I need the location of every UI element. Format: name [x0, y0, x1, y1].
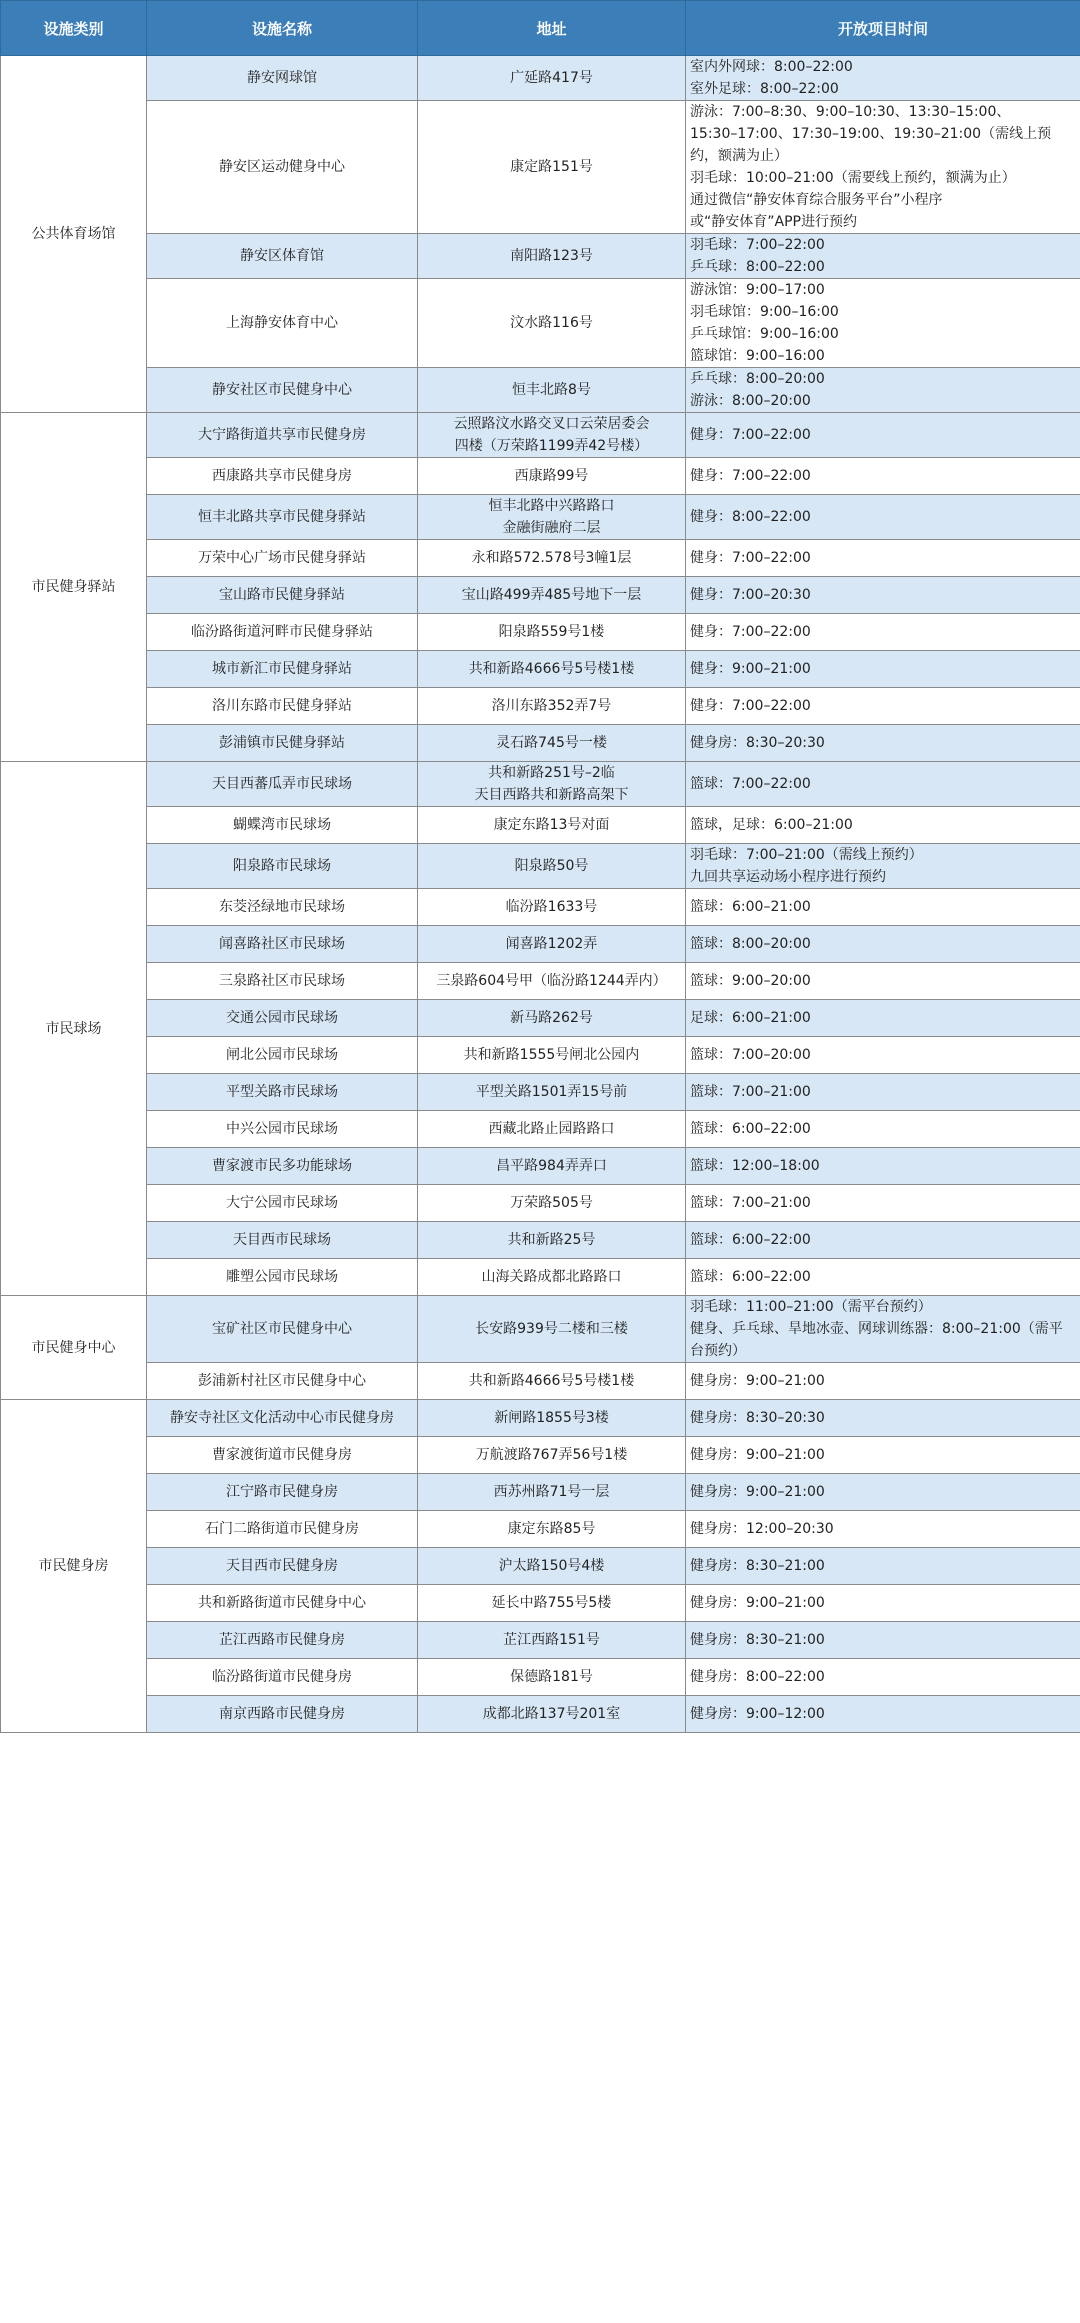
table-row: [1, 56, 1080, 101]
hours-cell: 篮球：6:00–22:00: [686, 1222, 1080, 1259]
table-row: [1, 1000, 1080, 1037]
header-category: 设施类别: [1, 1, 147, 56]
facility-name-cell: 平型关路市民球场: [147, 1074, 418, 1111]
hours-cell: 篮球：6:00–21:00: [686, 889, 1080, 926]
facility-name-cell: 大宁公园市民球场: [147, 1185, 418, 1222]
category-cell: 公共体育场馆: [1, 56, 147, 413]
table-row: [1, 1585, 1080, 1622]
hours-cell: 乒乓球：8:00–20:00 游泳：8:00–20:00: [686, 368, 1080, 413]
hours-cell: 健身：9:00–21:00: [686, 651, 1080, 688]
address-cell: 灵石路745号一楼: [418, 725, 686, 762]
hours-cell: 健身：7:00–22:00: [686, 688, 1080, 725]
address-cell: 共和新路251号–2临 天目西路共和新路高架下: [418, 762, 686, 807]
table-row: [1, 1185, 1080, 1222]
category-cell: 市民健身驿站: [1, 413, 147, 762]
facility-name-cell: 闸北公园市民球场: [147, 1037, 418, 1074]
facility-name-cell: 芷江西路市民健身房: [147, 1622, 418, 1659]
header-hours: 开放项目时间: [686, 1, 1080, 56]
hours-cell: 篮球：7:00–22:00: [686, 762, 1080, 807]
address-cell: 共和新路4666号5号楼1楼: [418, 651, 686, 688]
address-cell: 新马路262号: [418, 1000, 686, 1037]
address-cell: 南阳路123号: [418, 234, 686, 279]
table-row: [1, 1548, 1080, 1585]
hours-cell: 游泳馆：9:00–17:00 羽毛球馆：9:00–16:00 乒乓球馆：9:00–16:00 篮球馆：9:00–16:00: [686, 279, 1080, 368]
facility-name-cell: 江宁路市民健身房: [147, 1474, 418, 1511]
facility-name-cell: 临汾路街道市民健身房: [147, 1659, 418, 1696]
table-row: [1, 1363, 1080, 1400]
facility-name-cell: 曹家渡街道市民健身房: [147, 1437, 418, 1474]
address-cell: 康定路151号: [418, 101, 686, 234]
hours-cell: 健身房：8:30–20:30: [686, 1400, 1080, 1437]
address-cell: 洛川东路352弄7号: [418, 688, 686, 725]
facility-name-cell: 蝴蝶湾市民球场: [147, 807, 418, 844]
facility-name-cell: 三泉路社区市民球场: [147, 963, 418, 1000]
hours-cell: 健身：8:00–22:00: [686, 495, 1080, 540]
table-row: [1, 1037, 1080, 1074]
hours-cell: 健身房：9:00–21:00: [686, 1437, 1080, 1474]
facility-name-cell: 静安区体育馆: [147, 234, 418, 279]
table-body: [1, 56, 1080, 1733]
address-cell: 保德路181号: [418, 1659, 686, 1696]
table-row: [1, 807, 1080, 844]
address-cell: 沪太路150号4楼: [418, 1548, 686, 1585]
facility-name-cell: 彭浦镇市民健身驿站: [147, 725, 418, 762]
category-cell: 市民健身房: [1, 1400, 147, 1733]
address-cell: 山海关路成都北路路口: [418, 1259, 686, 1296]
facility-name-cell: 南京西路市民健身房: [147, 1696, 418, 1733]
address-cell: 长安路939号二楼和三楼: [418, 1296, 686, 1363]
facility-name-cell: 闻喜路社区市民球场: [147, 926, 418, 963]
header-row: [1, 1, 1080, 56]
table-row: [1, 1074, 1080, 1111]
address-cell: 西苏州路71号一层: [418, 1474, 686, 1511]
table-row: [1, 1696, 1080, 1733]
hours-cell: 健身：7:00–22:00: [686, 614, 1080, 651]
address-cell: 汶水路116号: [418, 279, 686, 368]
table-row: [1, 926, 1080, 963]
table-row: [1, 234, 1080, 279]
table-row: [1, 844, 1080, 889]
address-cell: 平型关路1501弄15号前: [418, 1074, 686, 1111]
hours-cell: 健身房：9:00–21:00: [686, 1474, 1080, 1511]
facility-name-cell: 洛川东路市民健身驿站: [147, 688, 418, 725]
table-row: [1, 540, 1080, 577]
facility-name-cell: 交通公园市民球场: [147, 1000, 418, 1037]
facility-name-cell: 万荣中心广场市民健身驿站: [147, 540, 418, 577]
table-row: [1, 1437, 1080, 1474]
facility-name-cell: 雕塑公园市民球场: [147, 1259, 418, 1296]
facility-name-cell: 城市新汇市民健身驿站: [147, 651, 418, 688]
table-row: [1, 495, 1080, 540]
hours-cell: 羽毛球：11:00–21:00（需平台预约） 健身、乒乓球、旱地冰壶、网球训练器：8:00–21:00（需平台预约）: [686, 1296, 1080, 1363]
facility-name-cell: 天目西市民健身房: [147, 1548, 418, 1585]
hours-cell: 健身：7:00–22:00: [686, 458, 1080, 495]
table-row: [1, 368, 1080, 413]
address-cell: 阳泉路50号: [418, 844, 686, 889]
table-row: [1, 1296, 1080, 1363]
table-row: [1, 101, 1080, 234]
hours-cell: 游泳：7:00–8:30、9:00–10:30、13:30–15:00、 15:30–17:00、17:30–19:00、19:30–21:00（需线上预约，额满为止） 羽毛球：10:00–21:00（需要线上预约，额满为止） 通过微信“静安体育综合服务平台”小程序 或“静安体育”APP进行预约: [686, 101, 1080, 234]
table-row: [1, 725, 1080, 762]
facility-name-cell: 宝山路市民健身驿站: [147, 577, 418, 614]
table-row: [1, 651, 1080, 688]
hours-cell: 健身房：9:00–21:00: [686, 1363, 1080, 1400]
table-row: [1, 1474, 1080, 1511]
address-cell: 临汾路1633号: [418, 889, 686, 926]
table-row: [1, 1111, 1080, 1148]
facility-name-cell: 曹家渡市民多功能球场: [147, 1148, 418, 1185]
address-cell: 康定东路13号对面: [418, 807, 686, 844]
table-row: [1, 1148, 1080, 1185]
facility-name-cell: 临汾路街道河畔市民健身驿站: [147, 614, 418, 651]
hours-cell: 篮球：7:00–21:00: [686, 1185, 1080, 1222]
hours-cell: 篮球：6:00–22:00: [686, 1111, 1080, 1148]
address-cell: 芷江西路151号: [418, 1622, 686, 1659]
table-row: [1, 762, 1080, 807]
facility-name-cell: 上海静安体育中心: [147, 279, 418, 368]
table-row: [1, 1400, 1080, 1437]
facility-name-cell: 静安网球馆: [147, 56, 418, 101]
hours-cell: 健身：7:00–22:00: [686, 413, 1080, 458]
table-row: [1, 963, 1080, 1000]
address-cell: 西藏北路止园路路口: [418, 1111, 686, 1148]
address-cell: 延长中路755号5楼: [418, 1585, 686, 1622]
hours-cell: 羽毛球：7:00–21:00（需线上预约） 九回共享运动场小程序进行预约: [686, 844, 1080, 889]
facility-name-cell: 彭浦新村社区市民健身中心: [147, 1363, 418, 1400]
facility-name-cell: 宝矿社区市民健身中心: [147, 1296, 418, 1363]
address-cell: 成都北路137号201室: [418, 1696, 686, 1733]
facility-name-cell: 静安社区市民健身中心: [147, 368, 418, 413]
address-cell: 西康路99号: [418, 458, 686, 495]
table-row: [1, 1259, 1080, 1296]
hours-cell: 健身：7:00–22:00: [686, 540, 1080, 577]
address-cell: 恒丰北路8号: [418, 368, 686, 413]
address-cell: 云照路汶水路交叉口云荣居委会 四楼（万荣路1199弄42号楼）: [418, 413, 686, 458]
hours-cell: 健身房：12:00–20:30: [686, 1511, 1080, 1548]
table-row: [1, 1659, 1080, 1696]
header-address: 地址: [418, 1, 686, 56]
hours-cell: 篮球：7:00–20:00: [686, 1037, 1080, 1074]
table-row: [1, 413, 1080, 458]
facility-name-cell: 恒丰北路共享市民健身驿站: [147, 495, 418, 540]
address-cell: 阳泉路559号1楼: [418, 614, 686, 651]
hours-cell: 健身房：8:30–21:00: [686, 1622, 1080, 1659]
address-cell: 闻喜路1202弄: [418, 926, 686, 963]
facility-name-cell: 天目西蕃瓜弄市民球场: [147, 762, 418, 807]
address-cell: 宝山路499弄485号地下一层: [418, 577, 686, 614]
table-row: [1, 889, 1080, 926]
hours-cell: 篮球：12:00–18:00: [686, 1148, 1080, 1185]
hours-cell: 篮球：6:00–22:00: [686, 1259, 1080, 1296]
hours-cell: 羽毛球：7:00–22:00 乒乓球：8:00–22:00: [686, 234, 1080, 279]
facility-name-cell: 静安寺社区文化活动中心市民健身房: [147, 1400, 418, 1437]
hours-cell: 篮球：9:00–20:00: [686, 963, 1080, 1000]
address-cell: 共和新路4666号5号楼1楼: [418, 1363, 686, 1400]
hours-cell: 健身房：9:00–21:00: [686, 1585, 1080, 1622]
table-row: [1, 614, 1080, 651]
facility-name-cell: 东茭泾绿地市民球场: [147, 889, 418, 926]
category-cell: 市民球场: [1, 762, 147, 1296]
table-row: [1, 458, 1080, 495]
address-cell: 永和路572.578号3幢1层: [418, 540, 686, 577]
category-cell: 市民健身中心: [1, 1296, 147, 1400]
address-cell: 新闸路1855号3楼: [418, 1400, 686, 1437]
table-row: [1, 1622, 1080, 1659]
address-cell: 恒丰北路中兴路路口 金融街融府二层: [418, 495, 686, 540]
table-row: [1, 688, 1080, 725]
address-cell: 昌平路984弄弄口: [418, 1148, 686, 1185]
hours-cell: 篮球：7:00–21:00: [686, 1074, 1080, 1111]
table-row: [1, 279, 1080, 368]
hours-cell: 健身房：8:00–22:00: [686, 1659, 1080, 1696]
facility-name-cell: 中兴公园市民球场: [147, 1111, 418, 1148]
facility-name-cell: 天目西市民球场: [147, 1222, 418, 1259]
address-cell: 共和新路25号: [418, 1222, 686, 1259]
header-name: 设施名称: [147, 1, 418, 56]
facility-name-cell: 共和新路街道市民健身中心: [147, 1585, 418, 1622]
address-cell: 康定东路85号: [418, 1511, 686, 1548]
facility-name-cell: 阳泉路市民球场: [147, 844, 418, 889]
address-cell: 万荣路505号: [418, 1185, 686, 1222]
facility-name-cell: 石门二路街道市民健身房: [147, 1511, 418, 1548]
hours-cell: 足球：6:00–21:00: [686, 1000, 1080, 1037]
facility-name-cell: 大宁路街道共享市民健身房: [147, 413, 418, 458]
hours-cell: 健身：7:00–20:30: [686, 577, 1080, 614]
address-cell: 共和新路1555号闸北公园内: [418, 1037, 686, 1074]
hours-cell: 篮球，足球：6:00–21:00: [686, 807, 1080, 844]
hours-cell: 健身房：8:30–20:30: [686, 725, 1080, 762]
hours-cell: 篮球：8:00–20:00: [686, 926, 1080, 963]
hours-cell: 室内外网球：8:00–22:00 室外足球：8:00–22:00: [686, 56, 1080, 101]
facility-name-cell: 静安区运动健身中心: [147, 101, 418, 234]
table-row: [1, 1222, 1080, 1259]
table-row: [1, 577, 1080, 614]
facility-name-cell: 西康路共享市民健身房: [147, 458, 418, 495]
address-cell: 广延路417号: [418, 56, 686, 101]
address-cell: 万航渡路767弄56号1楼: [418, 1437, 686, 1474]
hours-cell: 健身房：9:00–12:00: [686, 1696, 1080, 1733]
table-row: [1, 1511, 1080, 1548]
address-cell: 三泉路604号甲（临汾路1244弄内）: [418, 963, 686, 1000]
hours-cell: 健身房：8:30–21:00: [686, 1548, 1080, 1585]
